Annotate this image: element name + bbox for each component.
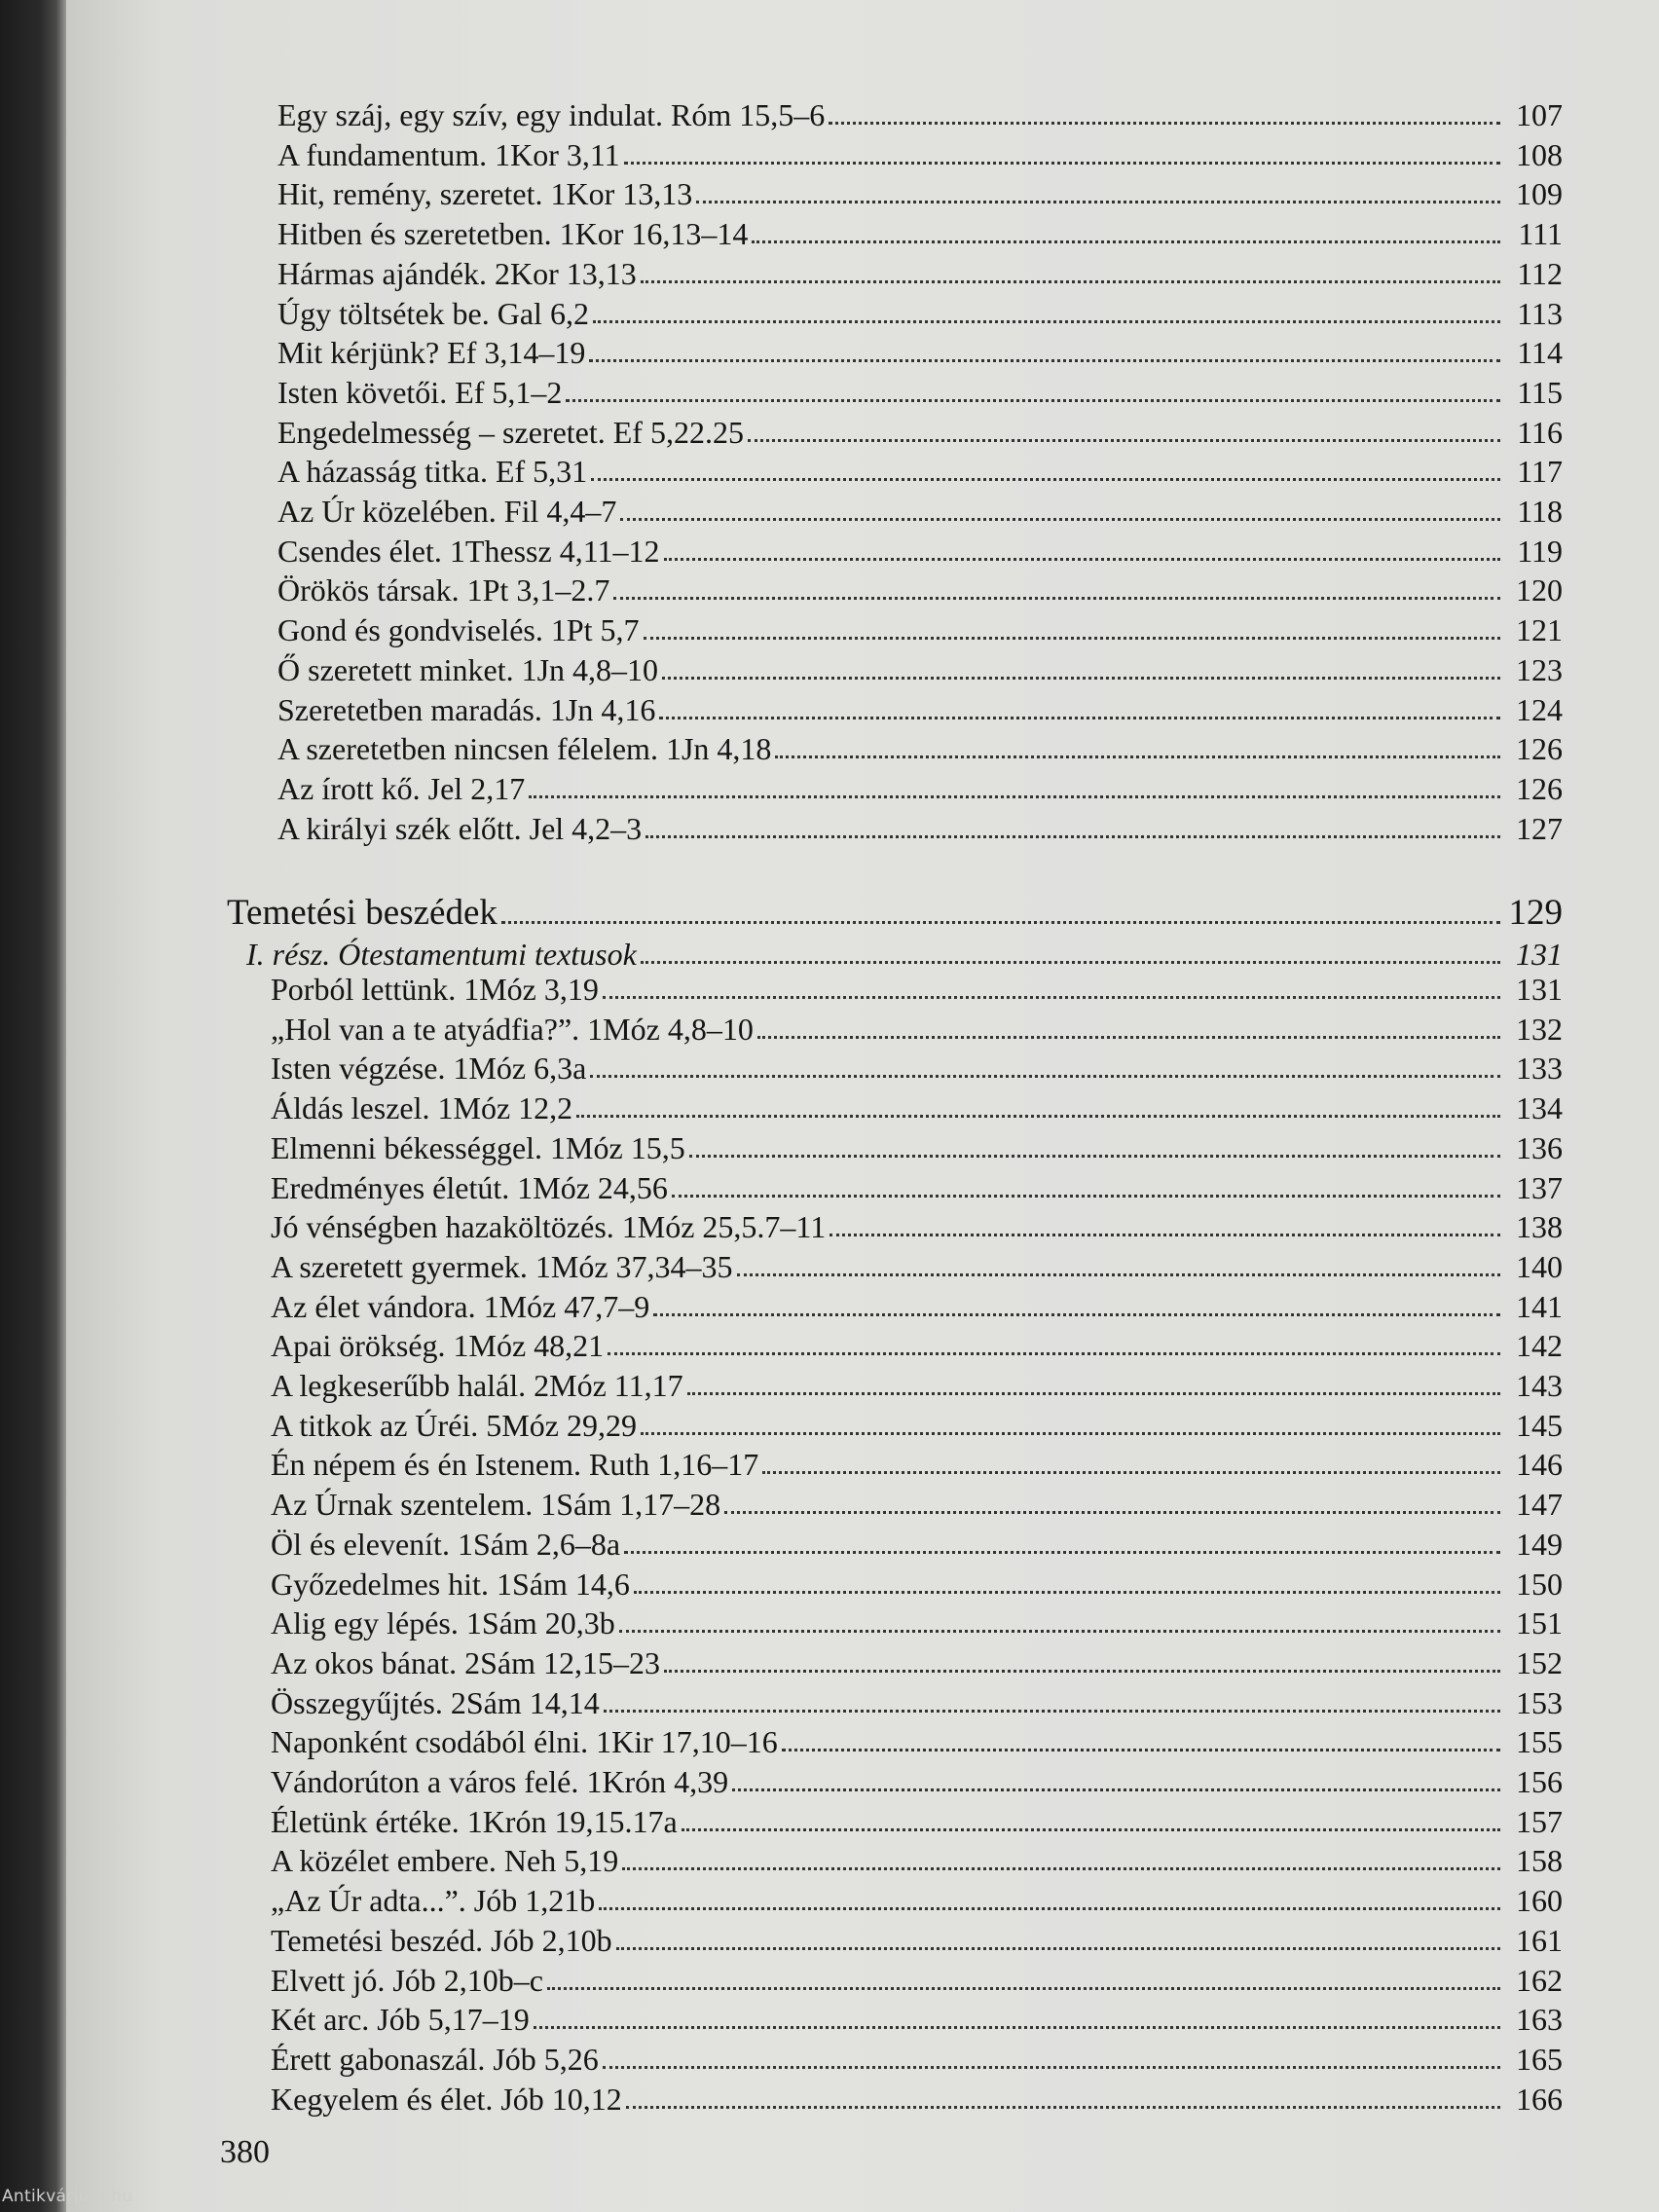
toc-entry-page: 119 xyxy=(1517,533,1563,569)
toc-entry-title: A házasság titka. Ef 5,31 xyxy=(277,454,588,490)
toc-entry-title: Hit, remény, szeretet. 1Kor 13,13 xyxy=(277,176,693,212)
toc-entry-title: A titkok az Úréi. 5Móz 29,29 xyxy=(271,1407,637,1443)
toc-entry-title: Naponként csodából élni. 1Kir 17,10–16 xyxy=(271,1724,778,1760)
dot-leader xyxy=(672,1195,1500,1198)
toc-part-heading xyxy=(246,931,1563,970)
toc-entry xyxy=(271,1561,1563,1600)
dot-leader xyxy=(634,1591,1500,1594)
toc-entry xyxy=(271,1718,1563,1760)
toc-entry-page: 151 xyxy=(1516,1605,1563,1641)
toc-entry-page: 146 xyxy=(1516,1447,1563,1483)
toc-entry xyxy=(277,567,1563,606)
toc-entry xyxy=(271,2036,1563,2075)
dot-leader xyxy=(622,1867,1500,1870)
book-spine-shadow xyxy=(0,0,66,2212)
toc-entry xyxy=(271,1758,1563,1797)
toc-entry-title: Eredményes életút. 1Móz 24,56 xyxy=(271,1169,668,1205)
dot-leader xyxy=(591,478,1500,481)
toc-entry xyxy=(277,607,1563,648)
toc-entry-title: Hármas ajándék. 2Kor 13,13 xyxy=(277,255,637,291)
toc-entry xyxy=(271,1441,1563,1483)
toc-entry xyxy=(277,210,1563,252)
toc-entry-page: 156 xyxy=(1516,1764,1563,1799)
dot-leader xyxy=(534,2026,1500,2029)
dot-leader xyxy=(626,2106,1500,2109)
toc-entry-page: 150 xyxy=(1516,1566,1563,1602)
toc-entry xyxy=(271,1640,1563,1678)
toc-entry-page: 114 xyxy=(1517,335,1563,371)
toc-entry-title: Áldás leszel. 1Móz 12,2 xyxy=(271,1090,573,1126)
dot-leader xyxy=(599,1907,1500,1910)
toc-entry xyxy=(277,290,1563,329)
toc-entry-page: 141 xyxy=(1516,1288,1563,1324)
toc-entry-title: A szeretetben nincsen félelem. 1Jn 4,18 xyxy=(277,731,772,767)
toc-entry-page: 145 xyxy=(1516,1407,1563,1443)
toc-entry-page: 124 xyxy=(1516,691,1563,727)
section-title: Temetési beszédek xyxy=(227,893,498,933)
toc-entry-page: 109 xyxy=(1516,176,1563,212)
dot-leader xyxy=(641,280,1500,283)
part-title: I. rész. Ótestamentumi textusok xyxy=(246,937,637,972)
dot-leader xyxy=(762,1471,1500,1474)
toc-entry-page: 152 xyxy=(1516,1644,1563,1680)
toc-entry-page: 107 xyxy=(1516,97,1563,132)
toc-entry-page: 117 xyxy=(1517,454,1563,490)
toc-entry-title: Én népem és én Istenem. Ruth 1,16–17 xyxy=(271,1447,759,1483)
dot-leader xyxy=(829,122,1500,125)
toc-entry xyxy=(277,170,1563,212)
toc-entry-title: Hitben és szeretetben. 1Kor 16,13–14 xyxy=(277,216,749,252)
dot-leader xyxy=(662,677,1500,680)
toc-entry-page: 138 xyxy=(1516,1209,1563,1245)
toc-entry xyxy=(271,1124,1563,1163)
dot-leader xyxy=(664,1670,1500,1673)
toc-entry xyxy=(271,1837,1563,1879)
toc-entry-page: 132 xyxy=(1516,1011,1563,1047)
dot-leader xyxy=(641,1432,1500,1435)
toc-entry-page: 153 xyxy=(1516,1684,1563,1720)
toc-entry-page: 163 xyxy=(1516,2002,1563,2038)
toc-entry-title: Örökös társak. 1Pt 3,1–2.7 xyxy=(277,572,610,608)
toc-entry xyxy=(277,448,1563,490)
toc-entry xyxy=(271,1877,1563,1919)
dot-leader xyxy=(603,996,1500,999)
toc-entry-title: Öl és elevenít. 1Sám 2,6–8a xyxy=(271,1526,621,1562)
toc-entry xyxy=(277,131,1563,170)
dot-leader xyxy=(687,1392,1500,1395)
toc-entry-title: Az Úrnak szentelem. 1Sám 1,17–28 xyxy=(271,1487,721,1523)
toc-entry-title: Mit kérjünk? Ef 3,14–19 xyxy=(277,335,586,371)
dot-leader xyxy=(624,162,1500,165)
toc-entry-page: 113 xyxy=(1517,295,1563,331)
toc-entry xyxy=(271,1917,1563,1956)
toc-entry xyxy=(277,92,1563,130)
toc-entry-title: Csendes élet. 1Thessz 4,11–12 xyxy=(277,533,660,569)
toc-entry-title: Életünk értéke. 1Krón 19,15.17a xyxy=(271,1803,678,1839)
toc-entry xyxy=(271,1798,1563,1837)
dot-leader xyxy=(616,1947,1500,1950)
toc-entry xyxy=(271,1996,1563,2038)
toc-entry-title: Kegyelem és élet. Jób 10,12 xyxy=(271,2081,622,2117)
toc-entry xyxy=(277,250,1563,289)
toc-entry-title: Apai örökség. 1Móz 48,21 xyxy=(271,1328,605,1364)
dot-leader xyxy=(589,359,1500,362)
toc-entry-page: 165 xyxy=(1516,2041,1563,2077)
toc-entry-title: A királyi szék előtt. Jel 4,2–3 xyxy=(277,810,643,846)
toc-entry xyxy=(271,1085,1563,1124)
toc-entry-page: 126 xyxy=(1516,731,1563,767)
toc-entry xyxy=(271,1679,1563,1718)
section-page: 129 xyxy=(1508,893,1563,933)
toc-entry-title: Két arc. Jób 5,17–19 xyxy=(271,2002,530,2038)
toc-entry-title: Isten követői. Ef 5,1–2 xyxy=(277,374,563,410)
toc-entry-page: 118 xyxy=(1517,494,1563,529)
toc-entry-page: 121 xyxy=(1516,612,1563,648)
toc-entry-page: 115 xyxy=(1517,374,1563,410)
dot-leader xyxy=(775,756,1500,758)
toc-entry xyxy=(271,1203,1563,1245)
dot-leader xyxy=(576,1115,1500,1118)
toc-entry-title: Úgy töltsétek be. Gal 6,2 xyxy=(277,295,589,331)
toc-entry-page: 149 xyxy=(1516,1526,1563,1562)
toc-entry-page: 131 xyxy=(1516,972,1563,1007)
toc-entry xyxy=(277,409,1563,448)
toc-entry-title: Egy száj, egy szív, egy indulat. Róm 15,5–6 xyxy=(277,97,826,132)
dot-leader xyxy=(593,320,1500,323)
dot-leader xyxy=(724,1511,1500,1514)
toc-entry-title: Ő szeretett minket. 1Jn 4,8–10 xyxy=(277,651,659,687)
toc-entry-title: Porból lettünk. 1Móz 3,19 xyxy=(271,972,599,1007)
toc-entry-page: 120 xyxy=(1516,572,1563,608)
dot-leader xyxy=(664,558,1500,561)
toc-entry xyxy=(277,686,1563,725)
toc-entry-page: 161 xyxy=(1516,1922,1563,1958)
toc-entry-title: Győzedelmes hit. 1Sám 14,6 xyxy=(271,1566,630,1602)
toc-entry-title: Az okos bánat. 2Sám 12,15–23 xyxy=(271,1644,660,1680)
toc-entry-page: 123 xyxy=(1516,651,1563,687)
toc-entry xyxy=(271,1481,1563,1523)
dot-leader xyxy=(645,835,1500,838)
dot-leader xyxy=(641,961,1500,964)
toc-entry-page: 157 xyxy=(1516,1803,1563,1839)
toc-entry-page: 127 xyxy=(1516,810,1563,846)
dot-leader xyxy=(653,1313,1500,1316)
dot-leader xyxy=(620,518,1500,521)
dot-leader xyxy=(682,1828,1500,1831)
dot-leader xyxy=(501,921,1500,924)
watermark: Antikvárium.hu xyxy=(2,2187,133,2206)
toc-entry xyxy=(271,966,1563,1005)
toc-entry-title: Vándorúton a város felé. 1Krón 4,39 xyxy=(271,1764,729,1799)
toc-entry xyxy=(277,646,1563,685)
toc-entry-page: 142 xyxy=(1516,1328,1563,1364)
toc-entry-page: 162 xyxy=(1516,1962,1563,1998)
toc-entry-title: Alig egy lépés. 1Sám 20,3b xyxy=(271,1605,615,1641)
toc-entry-page: 155 xyxy=(1516,1724,1563,1760)
toc-entry-title: Szeretetben maradás. 1Jn 4,16 xyxy=(277,691,656,727)
dot-leader xyxy=(619,1630,1500,1633)
toc-entry-page: 166 xyxy=(1516,2081,1563,2117)
toc-entry-title: „Hol van a te atyádfia?”. 1Móz 4,8–10 xyxy=(271,1011,754,1047)
dot-leader xyxy=(830,1234,1500,1236)
toc-entry xyxy=(277,805,1563,844)
toc-entry-title: Érett gabonaszál. Jób 5,26 xyxy=(271,2041,599,2077)
dot-leader xyxy=(748,439,1500,442)
toc-entry-page: 136 xyxy=(1516,1129,1563,1165)
toc-entry-title: „Az Úr adta...”. Jób 1,21b xyxy=(271,1883,596,1919)
toc-entry-title: Gond és gondviselés. 1Pt 5,7 xyxy=(277,612,640,648)
toc-entry xyxy=(271,1322,1563,1364)
toc-entry-title: Elmenni békességgel. 1Móz 15,5 xyxy=(271,1129,685,1165)
toc-entry-page: 126 xyxy=(1516,770,1563,806)
toc-entry-page: 134 xyxy=(1516,1090,1563,1126)
page-number: 380 xyxy=(220,2134,270,2170)
toc-entry-title: Összegyűjtés. 2Sám 14,14 xyxy=(271,1684,600,1720)
toc-entry-page: 111 xyxy=(1518,216,1563,252)
toc-entry-page: 112 xyxy=(1517,255,1563,291)
toc-entry-page: 108 xyxy=(1516,136,1563,172)
toc-entry xyxy=(277,725,1563,767)
dot-leader xyxy=(782,1749,1500,1751)
dot-leader xyxy=(752,240,1500,243)
toc-entry xyxy=(277,369,1563,408)
toc-entry-title: Isten végzése. 1Móz 6,3a xyxy=(271,1051,587,1087)
toc-entry-page: 158 xyxy=(1516,1843,1563,1879)
toc-entry xyxy=(271,1045,1563,1087)
toc-entry-title: Temetési beszéd. Jób 2,10b xyxy=(271,1922,612,1958)
toc-entry xyxy=(271,1402,1563,1441)
toc-entry-page: 160 xyxy=(1516,1883,1563,1919)
toc-entry xyxy=(271,1521,1563,1560)
toc-entry xyxy=(277,765,1563,804)
toc-entry xyxy=(271,2076,1563,2115)
toc-entry-page: 147 xyxy=(1516,1487,1563,1523)
toc-entry-title: A közélet embere. Neh 5,19 xyxy=(271,1843,619,1879)
toc-entry-title: Az Úr közelében. Fil 4,4–7 xyxy=(277,494,617,529)
toc-entry-page: 116 xyxy=(1517,414,1563,450)
toc-entry-page: 143 xyxy=(1516,1368,1563,1403)
toc-section-heading xyxy=(227,886,1563,931)
toc-entry-title: A legkeserűbb halál. 2Móz 11,17 xyxy=(271,1368,683,1403)
dot-leader xyxy=(689,1155,1500,1158)
dot-leader xyxy=(732,1788,1500,1791)
toc-entry-title: Az írott kő. Jel 2,17 xyxy=(277,770,526,806)
dot-leader xyxy=(613,597,1500,600)
toc-entry xyxy=(277,488,1563,527)
toc-entry xyxy=(271,1243,1563,1282)
toc-entry xyxy=(277,528,1563,567)
toc-entry xyxy=(277,329,1563,371)
toc-entry-title: Jó vénségben hazaköltözés. 1Móz 25,5.7–11 xyxy=(271,1209,827,1245)
dot-leader xyxy=(737,1273,1500,1276)
toc-entry-title: Az élet vándora. 1Móz 47,7–9 xyxy=(271,1288,650,1324)
dot-leader xyxy=(696,201,1500,203)
toc-entry-title: Elvett jó. Jób 2,10b–c xyxy=(271,1962,543,1998)
toc-entry xyxy=(271,1283,1563,1322)
toc-entry xyxy=(271,1600,1563,1639)
dot-leader xyxy=(590,1075,1500,1078)
toc-entry xyxy=(271,1164,1563,1203)
toc-entry-page: 140 xyxy=(1516,1248,1563,1284)
toc-entry-title: A szeretett gyermek. 1Móz 37,34–35 xyxy=(271,1248,733,1284)
toc-entry-page: 137 xyxy=(1516,1169,1563,1205)
toc-entry xyxy=(271,1957,1563,1996)
part-page: 131 xyxy=(1516,937,1563,972)
toc-entry-title: Engedelmesség – szeretet. Ef 5,22.25 xyxy=(277,414,744,450)
dot-leader xyxy=(624,1551,1500,1554)
dot-leader xyxy=(547,1987,1500,1990)
toc-entry xyxy=(271,1006,1563,1045)
toc-entry xyxy=(271,1362,1563,1401)
dot-leader xyxy=(566,399,1500,402)
dot-leader xyxy=(757,1036,1500,1039)
toc-entry-title: A fundamentum. 1Kor 3,11 xyxy=(277,136,620,172)
dot-leader xyxy=(603,2066,1500,2069)
dot-leader xyxy=(529,795,1500,798)
toc-entry-page: 133 xyxy=(1516,1051,1563,1087)
dot-leader xyxy=(608,1352,1500,1355)
dot-leader xyxy=(644,637,1500,640)
dot-leader xyxy=(659,717,1500,719)
dot-leader xyxy=(604,1710,1500,1713)
